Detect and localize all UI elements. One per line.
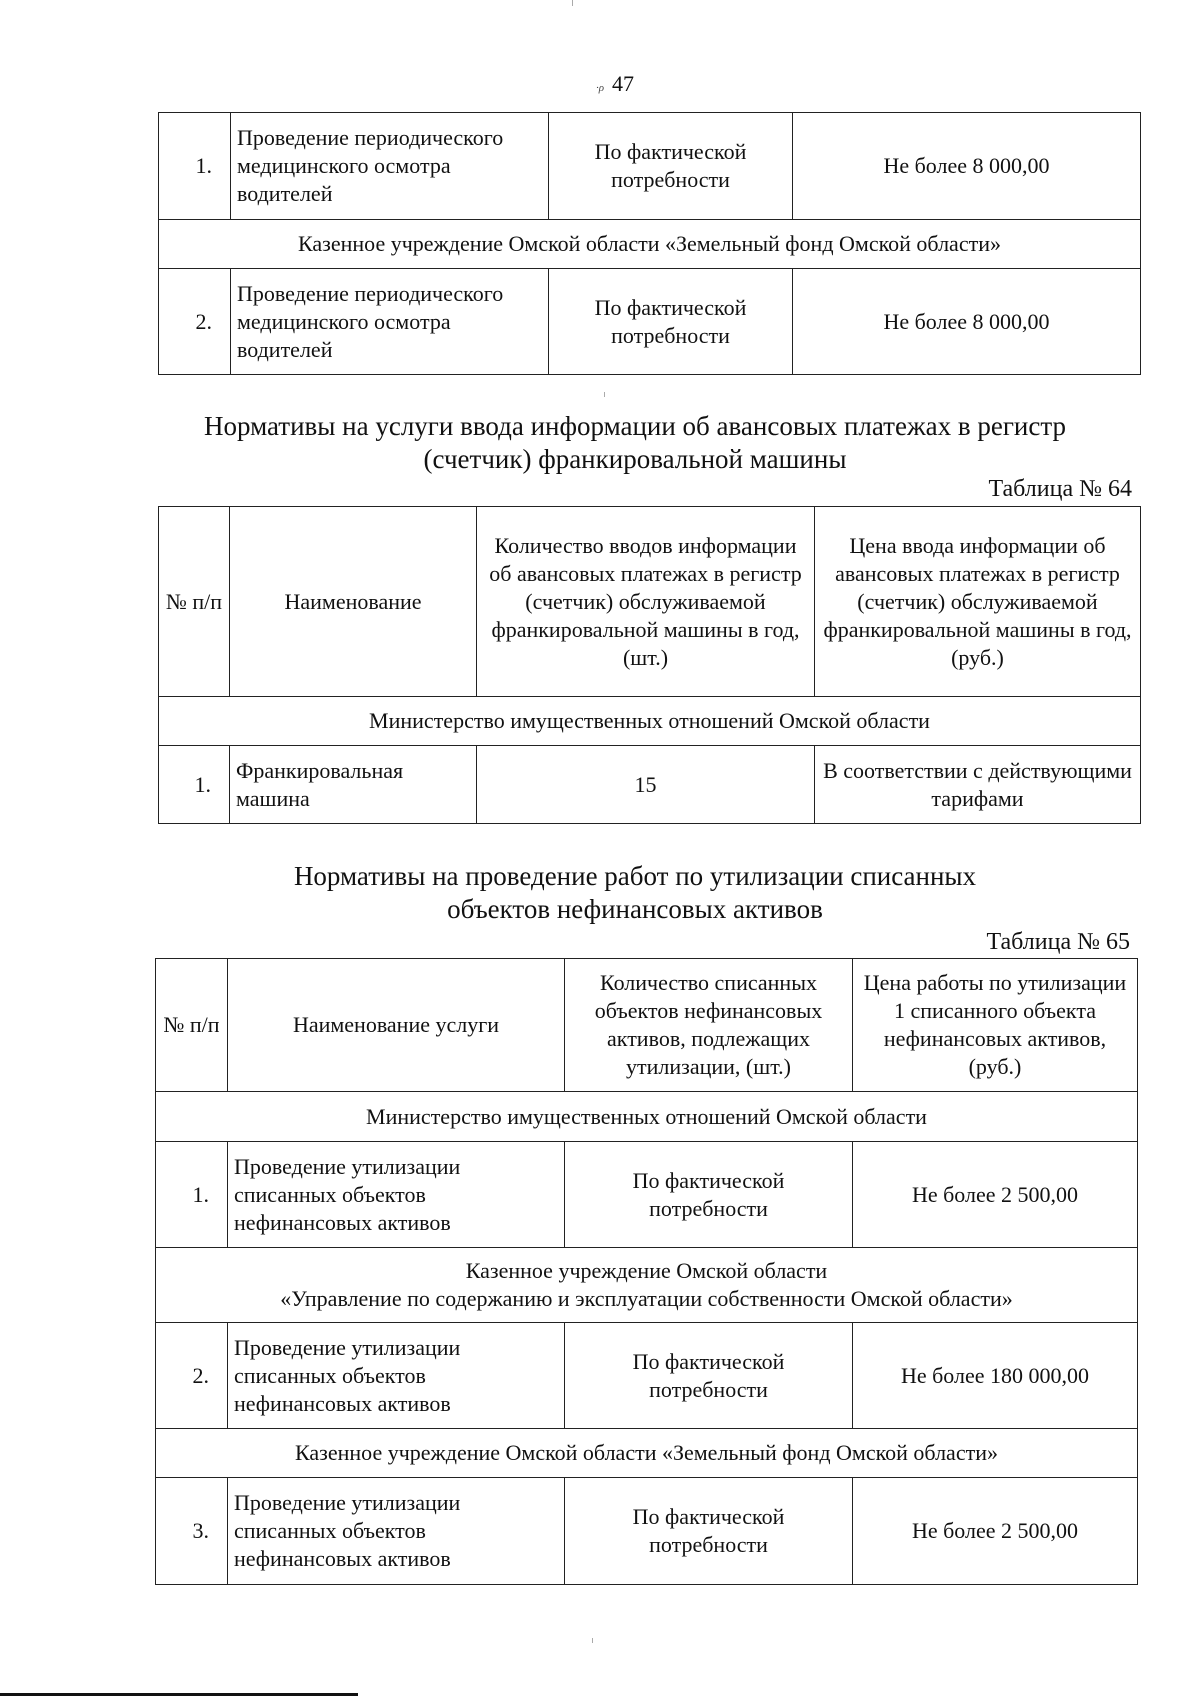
group-row: [159, 220, 1141, 269]
table-65: [155, 958, 1138, 1585]
section-64-title-line1: Нормативы на услуги ввода информации об авансовых платежах в регистр: [204, 411, 1066, 441]
price-cell: Не более 8 000,00: [793, 269, 1141, 375]
quantity-cell: По фактической потребности: [565, 1323, 853, 1429]
header-number: № п/п: [156, 959, 228, 1092]
group-label: Казенное учреждение Омской области «Земельный фонд Омской области»: [159, 220, 1141, 269]
header-price: Цена ввода информации об авансовых платежах в регистр (счетчик) обслуживаемой франкировальной машины в год, (руб.): [815, 507, 1141, 697]
group-label: Казенное учреждение Омской области «Земельный фонд Омской области»: [156, 1429, 1138, 1478]
service-name: Проведение утилизации списанных объектов нефинансовых активов: [228, 1323, 565, 1429]
price-cell: Не более 2 500,00: [853, 1478, 1138, 1585]
page-number-value: 47: [612, 71, 635, 96]
group-label: Министерство имущественных отношений Омской области: [159, 697, 1141, 746]
price-cell: Не более 8 000,00: [793, 113, 1141, 220]
quantity-cell: По фактической потребности: [549, 269, 793, 375]
service-name: Проведение периодического медицинского осмотра водителей: [231, 113, 549, 220]
table-row: [156, 1142, 1138, 1248]
handwritten-mark-icon: ·ρ: [595, 82, 605, 94]
quantity-cell: По фактической потребности: [565, 1142, 853, 1248]
header-price: Цена работы по утилизации 1 списанного объекта нефинансовых активов, (руб.): [853, 959, 1138, 1092]
section-64-title-line2: (счетчик) франкировальной машины: [423, 444, 847, 474]
header-quantity: Количество вводов информации об авансовых платежах в регистр (счетчик) обслуживаемой франкировальной машины в год, (шт.): [477, 507, 815, 697]
group-row: [156, 1092, 1138, 1142]
section-65-title-line2: объектов нефинансовых активов: [447, 894, 823, 924]
group-row: [156, 1429, 1138, 1478]
page-number: [560, 68, 670, 100]
price-cell: Не более 180 000,00: [853, 1323, 1138, 1429]
header-row: [156, 959, 1138, 1092]
group-row: [156, 1248, 1138, 1323]
service-name: Проведение утилизации списанных объектов нефинансовых активов: [228, 1142, 565, 1248]
group-label: [156, 1248, 1138, 1323]
group-label-line2: «Управление по содержанию и эксплуатации собственности Омской области»: [280, 1286, 1013, 1311]
row-number: 1.: [159, 113, 231, 220]
continuation-table: [158, 112, 1141, 375]
row-number: 2.: [156, 1323, 228, 1429]
row-number: 2.: [159, 269, 231, 375]
service-name: Проведение периодического медицинского осмотра водителей: [231, 269, 549, 375]
scan-edge-line: [0, 1693, 358, 1696]
header-quantity: Количество списанных объектов нефинансовых активов, подлежащих утилизации, (шт.): [565, 959, 853, 1092]
header-row: [159, 507, 1141, 697]
section-65-title: [170, 860, 1100, 926]
table-row: [159, 113, 1141, 220]
group-row: [159, 697, 1141, 746]
table-64-caption: Таблица № 64: [988, 476, 1132, 502]
row-number: 1.: [159, 746, 230, 824]
scan-tick-top: [572, 0, 573, 6]
row-number: 1.: [156, 1142, 228, 1248]
price-cell: В соответствии с действующими тарифами: [815, 746, 1141, 824]
header-name: Наименование услуги: [228, 959, 565, 1092]
header-number: № п/п: [159, 507, 230, 697]
table-64: [158, 506, 1141, 824]
service-name: Проведение утилизации списанных объектов нефинансовых активов: [228, 1478, 565, 1585]
quantity-cell: По фактической потребности: [565, 1478, 853, 1585]
row-number: 3.: [156, 1478, 228, 1585]
price-cell: Не более 2 500,00: [853, 1142, 1138, 1248]
quantity-cell: По фактической потребности: [549, 113, 793, 220]
section-65-title-line1: Нормативы на проведение работ по утилизации списанных: [293, 861, 977, 891]
table-65-caption: Таблица № 65: [986, 929, 1130, 955]
header-name: Наименование: [230, 507, 477, 697]
table-row: [156, 1323, 1138, 1429]
table-row: [159, 269, 1141, 375]
service-name: Франкировальная машина: [230, 746, 477, 824]
quantity-cell: 15: [477, 746, 815, 824]
table-row: [159, 746, 1141, 824]
table-row: [156, 1478, 1138, 1585]
group-label: Министерство имущественных отношений Омской области: [156, 1092, 1138, 1142]
group-label-line1: Казенное учреждение Омской области: [465, 1258, 828, 1283]
scan-tick-bottom: [592, 1638, 593, 1643]
section-64-title: [140, 410, 1130, 476]
scan-tick-mid: [604, 392, 605, 397]
